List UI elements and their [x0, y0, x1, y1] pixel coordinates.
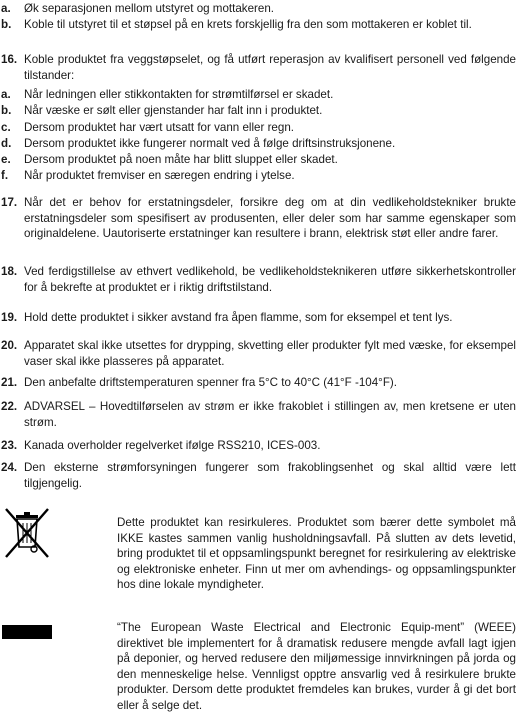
- item-text: Når væske er sølt eller gjenstander har falt inn i produktet.: [24, 104, 323, 117]
- item-text: Hold dette produktet i sikker avstand fra åpen flamme, som for eksempel et tent lys.: [24, 311, 453, 324]
- item-letter: a.: [1, 2, 11, 15]
- item-number: 23.: [1, 439, 18, 452]
- item-number: 19.: [1, 311, 18, 324]
- item-letter: c.: [1, 121, 11, 134]
- item-text: Koble til utstyret til et støpsel på en krets forskjellig fra den som mottakeren er koblet til.: [24, 18, 472, 31]
- item-text: Apparatet skal ikke utsettes for drypping, skvetting eller produkter fylt med væske, for eksempel vaser skal ikke plasseres på apparatet.: [24, 339, 516, 368]
- item-text: Den eksterne strømforsyningen fungerer som frakoblingsenhet og skal alltid være lett tilgjengelig.: [24, 461, 516, 490]
- item-number: 22.: [1, 400, 18, 413]
- item-number: 18.: [1, 265, 18, 278]
- crossed-out-wheelie-bin-icon: [2, 505, 52, 577]
- item-text: Den anbefalte driftstemperaturen spenner fra 5°C to 40°C (41°F -104°F).: [24, 376, 397, 389]
- item-text: Dersom produktet på noen måte har blitt sluppet eller skadet.: [24, 153, 338, 166]
- item-text: Øk separasjonen mellom utstyret og mottakeren.: [24, 2, 275, 15]
- item-number: 24.: [1, 461, 18, 474]
- item-text: Når ledningen eller stikkontakten for strømtilførsel er skadet.: [24, 88, 334, 101]
- item-letter: f.: [1, 169, 9, 182]
- recycling-paragraph-1: Dette produktet kan resirkuleres. Produktet som bærer dette symbolet må IKKE kastes sammen vanlig husholdningsavfall. På slutten av dets levetid, bring produktet til et oppsamlingspunkt beregnet for resirkulering av elektriske og elektroniske enheter. Finn ut mer om avhendings- og oppsamlingspunkter hos dine lokale myndigheter.: [117, 516, 516, 592]
- item-letter: b.: [1, 18, 12, 31]
- item-letter: b.: [1, 104, 12, 117]
- item-letter: e.: [1, 153, 11, 166]
- item-number: 17.: [1, 196, 18, 209]
- item-text: Dersom produktet har vært utsatt for vann eller regn.: [24, 121, 294, 134]
- recycling-paragraph-2: “The European Waste Electrical and Electronic Equip-ment” (WEEE) direktivet ble implementert for å dramatisk redusere mengde avfall lagt igjen på deponier, og herved redusere den miljømessige innvirkningen på jorda og den menneskelige helse. Vennligst opptre ansvarlig ved å resirkulere brukte produkter. Dersom dette produktet fremdeles kan brukes, vurder å gi det bort eller å selge det.: [117, 621, 516, 712]
- item-text: Når det er behov for erstatningsdeler, forsikre deg om at din vedlikeholdstekniker brukte erstatningsdeler som spesifisert av produsenten, eller deler som har samme egenskaper som originaldelene. Uautoriserte erstatninger kan resultere i brann, elektrisk støt eller andre farer.: [24, 196, 516, 241]
- item-text: Ved ferdigstillelse av ethvert vedlikehold, be vedlikeholdsteknikeren utføre sikkerhetskontroller for å bekrefte at produktet er i riktig driftstilstand.: [24, 265, 516, 294]
- item-number: 16.: [1, 53, 18, 66]
- item-number: 21.: [1, 376, 18, 389]
- item-letter: d.: [1, 137, 12, 150]
- weee-black-bar: [2, 625, 52, 639]
- item-text: Kanada overholder regelverket ifølge RSS210, ICES-003.: [24, 439, 321, 452]
- item-letter: a.: [1, 88, 11, 101]
- item-text: Koble produktet fra veggstøpselet, og få utført reperasjon av kvalifisert personell ved følgende tilstander:: [24, 53, 516, 82]
- item-text: Når produktet fremviser en særegen endring i ytelse.: [24, 169, 295, 182]
- item-text: ADVARSEL – Hovedtilførselen av strøm er ikke frakoblet i stillingen av, men kretsene er uten strøm.: [24, 400, 516, 429]
- item-number: 20.: [1, 339, 18, 352]
- item-text: Dersom produktet ikke fungerer normalt ved å følge driftsinstruksjonene.: [24, 137, 396, 150]
